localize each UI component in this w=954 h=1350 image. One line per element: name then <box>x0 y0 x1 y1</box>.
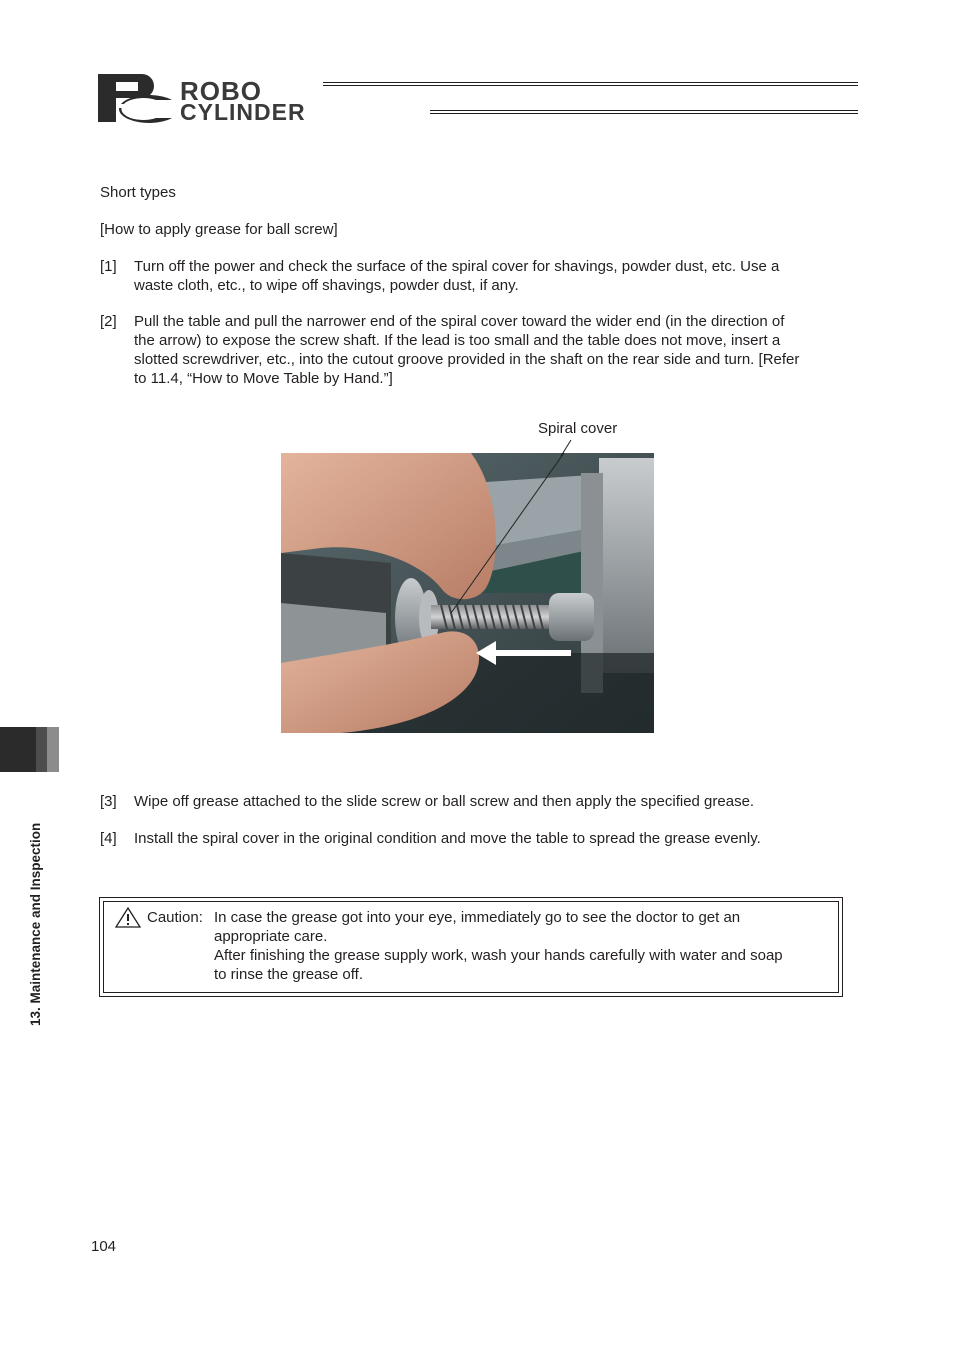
caution-line: After finishing the grease supply work, wash your hands carefully with water and soap <box>214 947 783 964</box>
header-rule-top-2 <box>323 85 858 86</box>
step-text <box>134 257 850 295</box>
step-line: Turn off the power and check the surface of the spiral cover for shavings, powder dust, etc. Use a <box>134 258 780 275</box>
step-line: waste cloth, etc., to wipe off shavings, powder dust, if any. <box>134 277 519 294</box>
logo-word-cylinder: CYLINDER <box>180 99 306 125</box>
caution-label: Caution: <box>147 909 203 926</box>
caution-text <box>214 908 834 984</box>
procedure-heading: [How to apply grease for ball screw] <box>100 221 338 238</box>
figure-callout-label: Spiral cover <box>538 420 618 437</box>
chapter-tab-light <box>47 727 59 772</box>
callout-leader-line <box>555 440 575 456</box>
section-subtitle: Short types <box>100 184 176 201</box>
chapter-side-label: 13. Maintenance and Inspection <box>28 822 43 1026</box>
step-line: Install the spiral cover in the original condition and move the table to spread the grease evenly. <box>134 830 761 847</box>
chapter-tab-mid <box>36 727 47 772</box>
spiral-cover-photo <box>281 453 654 733</box>
caution-line: to rinse the grease off. <box>214 966 363 983</box>
logo-word-robo: ROBO <box>180 76 262 106</box>
step-line: Wipe off grease attached to the slide screw or ball screw and then apply the specified grease. <box>134 793 755 810</box>
step-line: slotted screwdriver, etc., into the cutout groove provided in the shaft on the rear side and turn. [Refer <box>134 351 800 368</box>
header <box>0 0 954 140</box>
step-number: [3] <box>100 793 117 810</box>
step-line: the arrow) to expose the screw shaft. If the lead is too small and the table does not move, insert a <box>134 332 781 349</box>
header-rule-bottom-2 <box>430 113 858 114</box>
header-rule-top-1 <box>323 82 858 83</box>
page-number: 104 <box>91 1238 117 1255</box>
caution-line: appropriate care. <box>214 928 328 945</box>
step-number: [1] <box>100 258 117 275</box>
caution-line: In case the grease got into your eye, immediately go to see the doctor to get an <box>214 909 741 926</box>
step-line: to 11.4, “How to Move Table by Hand.”] <box>134 370 393 387</box>
step-text <box>134 829 850 848</box>
chapter-tab-dark <box>0 727 36 772</box>
step-text <box>134 792 850 811</box>
step-number: [2] <box>100 313 117 330</box>
step-line: Pull the table and pull the narrower end of the spiral cover toward the wider end (in the direction of <box>134 313 785 330</box>
step-text <box>134 312 850 388</box>
header-rule-bottom-1 <box>430 110 858 111</box>
rc-logo-icon <box>96 72 174 124</box>
step-number: [4] <box>100 830 117 847</box>
warning-triangle-icon <box>115 907 141 928</box>
